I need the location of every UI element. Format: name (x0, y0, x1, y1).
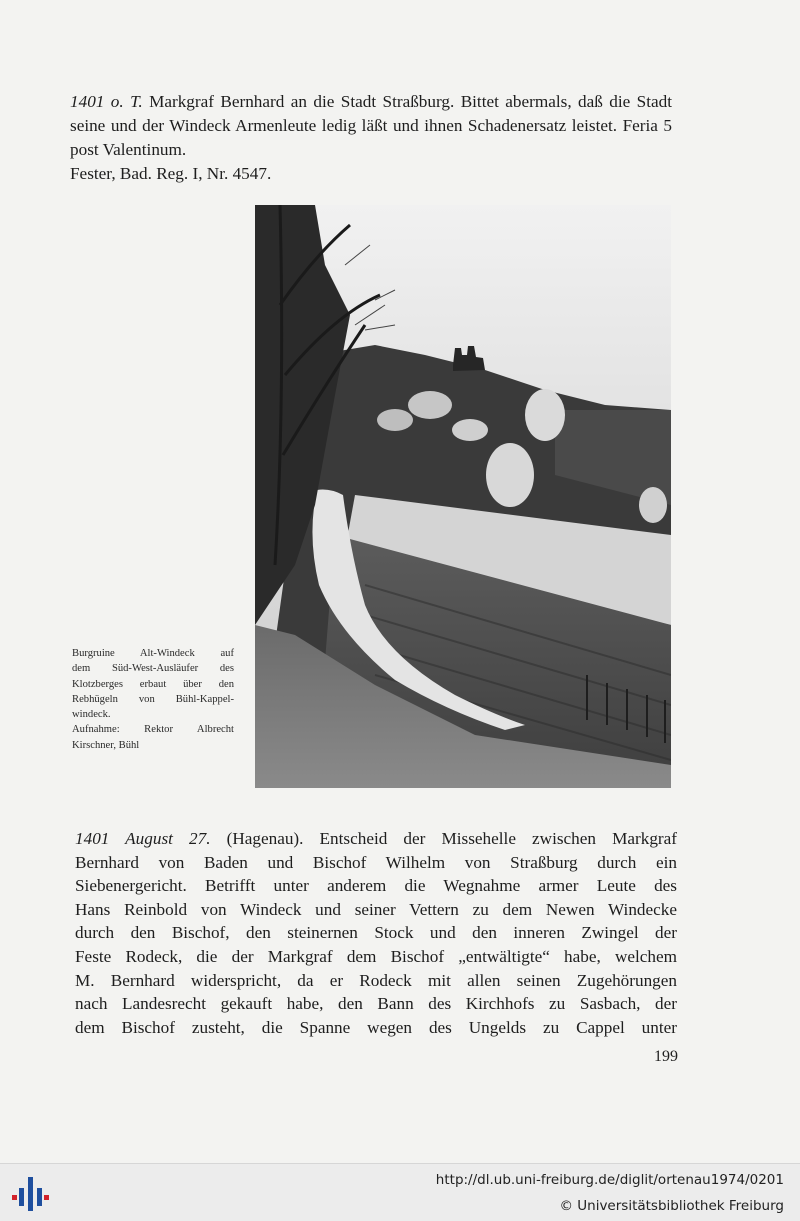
entry-2-line: Feste Rodeck, die der Markgraf dem Bischof „entwältigte“ habe, welchem (75, 946, 677, 966)
entry-2-line: M. Bernhard widerspricht, da er Rodeck mit allen seinen Zugehörungen (75, 970, 677, 990)
entry-2-line: Siebenergericht. Betrifft unter anderem die Wegnahme armer Leute des (75, 876, 677, 896)
document-entry-2 (75, 827, 677, 1039)
caption-line: Rebhügeln von Bühl-Kappel- (72, 693, 234, 705)
caption-credit-line: Kirschner, Bühl (72, 739, 140, 751)
entry-2-line-text: (Hagenau). Entscheid der Missehelle zwischen Markgraf (210, 829, 678, 848)
entry-2-line: Bernhard von Baden und Bischof Wilhelm von Straßburg durch ein (75, 852, 677, 872)
copyright-notice: © Universitätsbibliothek Freiburg (559, 1198, 784, 1214)
caption-line: Klotzberges erbaut über den (72, 678, 234, 690)
entry-1-reference: Fester, Bad. Reg. I, Nr. 4547. (70, 164, 272, 183)
caption-credit-line: Aufnahme: Rektor Albrecht (72, 724, 234, 736)
document-entry-1 (70, 90, 672, 186)
viewer-footer (0, 1163, 800, 1221)
entry-2-line: nach Landesrecht gekauft habe, den Bann des Kirchhofs zu Sasbach, der (75, 994, 677, 1014)
permalink-url[interactable]: http://dl.ub.uni-freiburg.de/diglit/ortenau1974/0201 (435, 1172, 784, 1188)
entry-2-line: Hans Reinbold von Windeck und seiner Vettern zu dem Newen Windecke (75, 899, 677, 919)
ub-freiburg-logo-icon[interactable] (10, 1174, 50, 1214)
entry-2-line: dem Bischof zusteht, die Spanne wegen des Ungelds zu Cappel unter (75, 1017, 677, 1037)
castle-ruin-photograph (255, 205, 671, 788)
caption-line: Burgruine Alt-Windeck auf (72, 648, 234, 659)
entry-2-line: durch den Bischof, den steinernen Stock und den inneren Zwingel der (75, 923, 677, 943)
page-number: 199 (654, 1048, 678, 1065)
caption-line: windeck. (72, 709, 111, 721)
photo-caption (72, 646, 234, 753)
entry-1-body: Markgraf Bernhard an die Stadt Straßburg. Bittet abermals, daß die Stadt seine und der Windeck Armenleute ledig läßt und ihnen Schadenersatz leistet. Feria 5 post Valentinum. (70, 92, 672, 159)
entry-1-text (70, 90, 672, 162)
entry-1-date: 1401 o. T. (70, 92, 143, 111)
entry-2-date: 1401 August 27. (75, 829, 211, 848)
entry-2-line (75, 827, 677, 851)
caption-line: dem Süd-West-Ausläufer des (72, 663, 234, 675)
